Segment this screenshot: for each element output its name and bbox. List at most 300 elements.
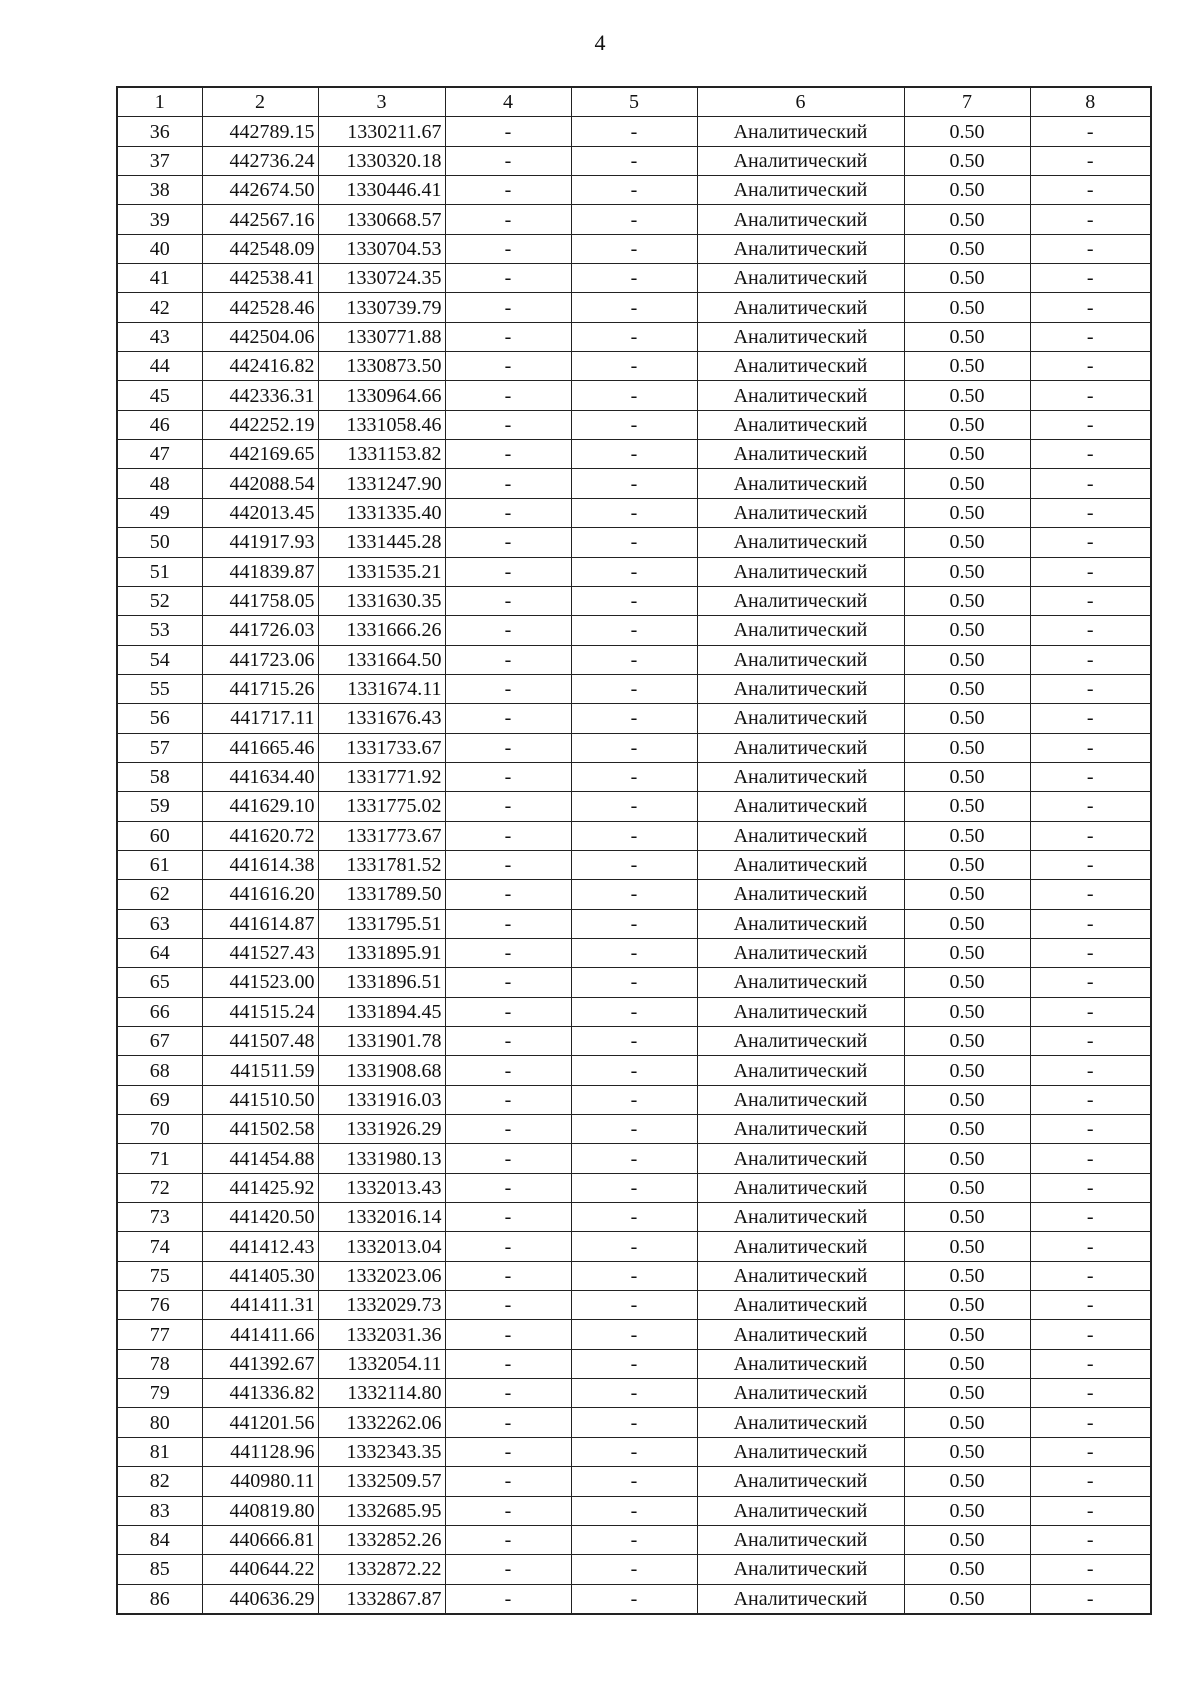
table-row [117, 645, 1151, 674]
col8-cell: - [1030, 410, 1151, 439]
col8-cell: - [1030, 1291, 1151, 1320]
col5-cell: - [571, 1437, 697, 1466]
table-row [117, 1203, 1151, 1232]
point-number-cell: 63 [117, 909, 202, 938]
x-coordinate-cell: 441454.88 [202, 1144, 318, 1173]
col8-cell: - [1030, 234, 1151, 263]
method-cell: Аналитический [697, 469, 904, 498]
table-row [117, 1173, 1151, 1202]
accuracy-cell: 0.50 [904, 1115, 1030, 1144]
col8-cell: - [1030, 498, 1151, 527]
table-row [117, 528, 1151, 557]
table-row [117, 1467, 1151, 1496]
col5-cell: - [571, 205, 697, 234]
col4-cell: - [445, 792, 571, 821]
table-row [117, 616, 1151, 645]
y-coordinate-cell: 1332509.57 [318, 1467, 445, 1496]
col4-cell: - [445, 938, 571, 967]
y-coordinate-cell: 1332013.04 [318, 1232, 445, 1261]
table-body [117, 117, 1151, 1614]
x-coordinate-cell: 441412.43 [202, 1232, 318, 1261]
table-row [117, 762, 1151, 791]
col4-cell: - [445, 498, 571, 527]
table-row [117, 1408, 1151, 1437]
col4-cell: - [445, 616, 571, 645]
x-coordinate-cell: 441614.38 [202, 850, 318, 879]
col4-cell: - [445, 1261, 571, 1290]
accuracy-cell: 0.50 [904, 968, 1030, 997]
y-coordinate-cell: 1330446.41 [318, 176, 445, 205]
method-cell: Аналитический [697, 1232, 904, 1261]
accuracy-cell: 0.50 [904, 1555, 1030, 1584]
table-row [117, 469, 1151, 498]
col5-cell: - [571, 762, 697, 791]
x-coordinate-cell: 441420.50 [202, 1203, 318, 1232]
table-row [117, 498, 1151, 527]
accuracy-cell: 0.50 [904, 176, 1030, 205]
col4-cell: - [445, 762, 571, 791]
accuracy-cell: 0.50 [904, 410, 1030, 439]
x-coordinate-cell: 441502.58 [202, 1115, 318, 1144]
table-row [117, 1232, 1151, 1261]
col8-cell: - [1030, 205, 1151, 234]
col8-cell: - [1030, 469, 1151, 498]
col4-cell: - [445, 997, 571, 1026]
table-row [117, 322, 1151, 351]
point-number-cell: 44 [117, 352, 202, 381]
col8-cell: - [1030, 528, 1151, 557]
method-cell: Аналитический [697, 176, 904, 205]
x-coordinate-cell: 442504.06 [202, 322, 318, 351]
col4-cell: - [445, 1379, 571, 1408]
method-cell: Аналитический [697, 1144, 904, 1173]
col5-cell: - [571, 733, 697, 762]
method-cell: Аналитический [697, 1584, 904, 1614]
x-coordinate-cell: 442674.50 [202, 176, 318, 205]
col4-cell: - [445, 968, 571, 997]
method-cell: Аналитический [697, 997, 904, 1026]
col8-cell: - [1030, 1584, 1151, 1614]
y-coordinate-cell: 1330873.50 [318, 352, 445, 381]
col8-cell: - [1030, 1261, 1151, 1290]
col8-cell: - [1030, 1203, 1151, 1232]
col4-cell: - [445, 1437, 571, 1466]
col5-cell: - [571, 1144, 697, 1173]
point-number-cell: 61 [117, 850, 202, 879]
col4-cell: - [445, 410, 571, 439]
method-cell: Аналитический [697, 880, 904, 909]
col4-cell: - [445, 469, 571, 498]
col8-cell: - [1030, 1144, 1151, 1173]
point-number-cell: 51 [117, 557, 202, 586]
y-coordinate-cell: 1331666.26 [318, 616, 445, 645]
x-coordinate-cell: 441634.40 [202, 762, 318, 791]
column-header-8: 8 [1030, 87, 1151, 117]
col5-cell: - [571, 1056, 697, 1085]
accuracy-cell: 0.50 [904, 1584, 1030, 1614]
col5-cell: - [571, 1496, 697, 1525]
point-number-cell: 65 [117, 968, 202, 997]
col8-cell: - [1030, 1437, 1151, 1466]
col4-cell: - [445, 1320, 571, 1349]
x-coordinate-cell: 441614.87 [202, 909, 318, 938]
method-cell: Аналитический [697, 850, 904, 879]
table-row [117, 1584, 1151, 1614]
accuracy-cell: 0.50 [904, 880, 1030, 909]
x-coordinate-cell: 441411.66 [202, 1320, 318, 1349]
col4-cell: - [445, 117, 571, 146]
col4-cell: - [445, 146, 571, 175]
col5-cell: - [571, 792, 697, 821]
x-coordinate-cell: 441715.26 [202, 674, 318, 703]
col4-cell: - [445, 264, 571, 293]
accuracy-cell: 0.50 [904, 293, 1030, 322]
method-cell: Аналитический [697, 968, 904, 997]
method-cell: Аналитический [697, 1291, 904, 1320]
accuracy-cell: 0.50 [904, 1027, 1030, 1056]
accuracy-cell: 0.50 [904, 469, 1030, 498]
x-coordinate-cell: 440980.11 [202, 1467, 318, 1496]
col5-cell: - [571, 850, 697, 879]
accuracy-cell: 0.50 [904, 1203, 1030, 1232]
x-coordinate-cell: 441723.06 [202, 645, 318, 674]
y-coordinate-cell: 1331896.51 [318, 968, 445, 997]
x-coordinate-cell: 442736.24 [202, 146, 318, 175]
y-coordinate-cell: 1331630.35 [318, 586, 445, 615]
col5-cell: - [571, 968, 697, 997]
accuracy-cell: 0.50 [904, 234, 1030, 263]
header-row [117, 87, 1151, 117]
x-coordinate-cell: 442567.16 [202, 205, 318, 234]
y-coordinate-cell: 1331771.92 [318, 762, 445, 791]
col4-cell: - [445, 381, 571, 410]
coordinates-table [116, 86, 1152, 1615]
method-cell: Аналитический [697, 381, 904, 410]
col8-cell: - [1030, 322, 1151, 351]
col8-cell: - [1030, 850, 1151, 879]
accuracy-cell: 0.50 [904, 1349, 1030, 1378]
col4-cell: - [445, 322, 571, 351]
col8-cell: - [1030, 997, 1151, 1026]
accuracy-cell: 0.50 [904, 674, 1030, 703]
table-row [117, 733, 1151, 762]
method-cell: Аналитический [697, 792, 904, 821]
accuracy-cell: 0.50 [904, 762, 1030, 791]
col8-cell: - [1030, 1555, 1151, 1584]
method-cell: Аналитический [697, 557, 904, 586]
table-row [117, 146, 1151, 175]
x-coordinate-cell: 441201.56 [202, 1408, 318, 1437]
col4-cell: - [445, 1144, 571, 1173]
y-coordinate-cell: 1331773.67 [318, 821, 445, 850]
point-number-cell: 47 [117, 440, 202, 469]
point-number-cell: 76 [117, 1291, 202, 1320]
x-coordinate-cell: 442336.31 [202, 381, 318, 410]
y-coordinate-cell: 1332054.11 [318, 1349, 445, 1378]
y-coordinate-cell: 1331789.50 [318, 880, 445, 909]
y-coordinate-cell: 1332343.35 [318, 1437, 445, 1466]
accuracy-cell: 0.50 [904, 1144, 1030, 1173]
point-number-cell: 66 [117, 997, 202, 1026]
method-cell: Аналитический [697, 938, 904, 967]
x-coordinate-cell: 441527.43 [202, 938, 318, 967]
col8-cell: - [1030, 176, 1151, 205]
x-coordinate-cell: 441405.30 [202, 1261, 318, 1290]
y-coordinate-cell: 1332685.95 [318, 1496, 445, 1525]
point-number-cell: 60 [117, 821, 202, 850]
method-cell: Аналитический [697, 293, 904, 322]
point-number-cell: 58 [117, 762, 202, 791]
col5-cell: - [571, 528, 697, 557]
col8-cell: - [1030, 1085, 1151, 1114]
accuracy-cell: 0.50 [904, 1320, 1030, 1349]
table-row [117, 704, 1151, 733]
point-number-cell: 84 [117, 1525, 202, 1554]
col5-cell: - [571, 264, 697, 293]
y-coordinate-cell: 1332872.22 [318, 1555, 445, 1584]
table-row [117, 381, 1151, 410]
table-row [117, 997, 1151, 1026]
column-header-3: 3 [318, 87, 445, 117]
point-number-cell: 78 [117, 1349, 202, 1378]
col5-cell: - [571, 117, 697, 146]
col8-cell: - [1030, 586, 1151, 615]
col5-cell: - [571, 645, 697, 674]
col5-cell: - [571, 146, 697, 175]
method-cell: Аналитический [697, 1115, 904, 1144]
col5-cell: - [571, 410, 697, 439]
method-cell: Аналитический [697, 1027, 904, 1056]
accuracy-cell: 0.50 [904, 733, 1030, 762]
col8-cell: - [1030, 1115, 1151, 1144]
table-row [117, 205, 1151, 234]
col4-cell: - [445, 293, 571, 322]
table-row [117, 1379, 1151, 1408]
point-number-cell: 39 [117, 205, 202, 234]
y-coordinate-cell: 1332114.80 [318, 1379, 445, 1408]
col8-cell: - [1030, 1232, 1151, 1261]
x-coordinate-cell: 441839.87 [202, 557, 318, 586]
accuracy-cell: 0.50 [904, 1437, 1030, 1466]
col5-cell: - [571, 1555, 697, 1584]
col4-cell: - [445, 352, 571, 381]
col8-cell: - [1030, 1379, 1151, 1408]
method-cell: Аналитический [697, 733, 904, 762]
accuracy-cell: 0.50 [904, 1467, 1030, 1496]
col5-cell: - [571, 880, 697, 909]
table-row [117, 821, 1151, 850]
method-cell: Аналитический [697, 1056, 904, 1085]
method-cell: Аналитический [697, 1203, 904, 1232]
y-coordinate-cell: 1331908.68 [318, 1056, 445, 1085]
method-cell: Аналитический [697, 821, 904, 850]
y-coordinate-cell: 1332867.87 [318, 1584, 445, 1614]
method-cell: Аналитический [697, 1261, 904, 1290]
table-row [117, 440, 1151, 469]
accuracy-cell: 0.50 [904, 792, 1030, 821]
point-number-cell: 70 [117, 1115, 202, 1144]
y-coordinate-cell: 1332031.36 [318, 1320, 445, 1349]
col8-cell: - [1030, 1496, 1151, 1525]
method-cell: Аналитический [697, 704, 904, 733]
col4-cell: - [445, 733, 571, 762]
accuracy-cell: 0.50 [904, 322, 1030, 351]
point-number-cell: 41 [117, 264, 202, 293]
point-number-cell: 56 [117, 704, 202, 733]
y-coordinate-cell: 1332023.06 [318, 1261, 445, 1290]
y-coordinate-cell: 1331445.28 [318, 528, 445, 557]
method-cell: Аналитический [697, 586, 904, 615]
accuracy-cell: 0.50 [904, 352, 1030, 381]
col5-cell: - [571, 293, 697, 322]
accuracy-cell: 0.50 [904, 205, 1030, 234]
y-coordinate-cell: 1331733.67 [318, 733, 445, 762]
y-coordinate-cell: 1331781.52 [318, 850, 445, 879]
point-number-cell: 37 [117, 146, 202, 175]
accuracy-cell: 0.50 [904, 997, 1030, 1026]
point-number-cell: 68 [117, 1056, 202, 1085]
method-cell: Аналитический [697, 205, 904, 234]
col5-cell: - [571, 586, 697, 615]
col8-cell: - [1030, 1349, 1151, 1378]
point-number-cell: 48 [117, 469, 202, 498]
table-row [117, 1320, 1151, 1349]
point-number-cell: 45 [117, 381, 202, 410]
table-row [117, 1349, 1151, 1378]
y-coordinate-cell: 1330668.57 [318, 205, 445, 234]
col8-cell: - [1030, 616, 1151, 645]
x-coordinate-cell: 441620.72 [202, 821, 318, 850]
accuracy-cell: 0.50 [904, 1085, 1030, 1114]
column-header-1: 1 [117, 87, 202, 117]
method-cell: Аналитический [697, 1408, 904, 1437]
method-cell: Аналитический [697, 1496, 904, 1525]
x-coordinate-cell: 442789.15 [202, 117, 318, 146]
accuracy-cell: 0.50 [904, 645, 1030, 674]
accuracy-cell: 0.50 [904, 1525, 1030, 1554]
col4-cell: - [445, 176, 571, 205]
method-cell: Аналитический [697, 117, 904, 146]
table-row [117, 1261, 1151, 1290]
method-cell: Аналитический [697, 1379, 904, 1408]
y-coordinate-cell: 1330320.18 [318, 146, 445, 175]
method-cell: Аналитический [697, 909, 904, 938]
col8-cell: - [1030, 792, 1151, 821]
col5-cell: - [571, 938, 697, 967]
col8-cell: - [1030, 674, 1151, 703]
column-header-7: 7 [904, 87, 1030, 117]
method-cell: Аналитический [697, 440, 904, 469]
page-number: 4 [594, 30, 606, 55]
x-coordinate-cell: 442013.45 [202, 498, 318, 527]
accuracy-cell: 0.50 [904, 821, 1030, 850]
point-number-cell: 72 [117, 1173, 202, 1202]
point-number-cell: 80 [117, 1408, 202, 1437]
col5-cell: - [571, 498, 697, 527]
x-coordinate-cell: 442169.65 [202, 440, 318, 469]
accuracy-cell: 0.50 [904, 557, 1030, 586]
x-coordinate-cell: 442548.09 [202, 234, 318, 263]
point-number-cell: 73 [117, 1203, 202, 1232]
col8-cell: - [1030, 440, 1151, 469]
col4-cell: - [445, 1467, 571, 1496]
table-row [117, 909, 1151, 938]
accuracy-cell: 0.50 [904, 1173, 1030, 1202]
col8-cell: - [1030, 821, 1151, 850]
x-coordinate-cell: 442528.46 [202, 293, 318, 322]
method-cell: Аналитический [697, 645, 904, 674]
col5-cell: - [571, 616, 697, 645]
method-cell: Аналитический [697, 264, 904, 293]
col5-cell: - [571, 1467, 697, 1496]
table-row [117, 968, 1151, 997]
point-number-cell: 79 [117, 1379, 202, 1408]
x-coordinate-cell: 441726.03 [202, 616, 318, 645]
col4-cell: - [445, 1232, 571, 1261]
y-coordinate-cell: 1332262.06 [318, 1408, 445, 1437]
col4-cell: - [445, 557, 571, 586]
accuracy-cell: 0.50 [904, 1261, 1030, 1290]
col4-cell: - [445, 1525, 571, 1554]
table-row [117, 352, 1151, 381]
col5-cell: - [571, 322, 697, 351]
col8-cell: - [1030, 293, 1151, 322]
x-coordinate-cell: 441507.48 [202, 1027, 318, 1056]
col4-cell: - [445, 1349, 571, 1378]
table-row [117, 557, 1151, 586]
point-number-cell: 50 [117, 528, 202, 557]
y-coordinate-cell: 1331247.90 [318, 469, 445, 498]
method-cell: Аналитический [697, 322, 904, 351]
table-row [117, 1555, 1151, 1584]
table-row [117, 792, 1151, 821]
col5-cell: - [571, 1115, 697, 1144]
table-row [117, 938, 1151, 967]
table-row [117, 264, 1151, 293]
col8-cell: - [1030, 880, 1151, 909]
y-coordinate-cell: 1331674.11 [318, 674, 445, 703]
col4-cell: - [445, 1555, 571, 1584]
point-number-cell: 52 [117, 586, 202, 615]
col4-cell: - [445, 1408, 571, 1437]
table-row [117, 1115, 1151, 1144]
col8-cell: - [1030, 117, 1151, 146]
col5-cell: - [571, 440, 697, 469]
x-coordinate-cell: 440666.81 [202, 1525, 318, 1554]
table-row [117, 293, 1151, 322]
x-coordinate-cell: 441336.82 [202, 1379, 318, 1408]
point-number-cell: 67 [117, 1027, 202, 1056]
point-number-cell: 55 [117, 674, 202, 703]
col5-cell: - [571, 1584, 697, 1614]
col5-cell: - [571, 909, 697, 938]
accuracy-cell: 0.50 [904, 616, 1030, 645]
col4-cell: - [445, 909, 571, 938]
x-coordinate-cell: 441510.50 [202, 1085, 318, 1114]
x-coordinate-cell: 442252.19 [202, 410, 318, 439]
col5-cell: - [571, 469, 697, 498]
point-number-cell: 86 [117, 1584, 202, 1614]
y-coordinate-cell: 1331980.13 [318, 1144, 445, 1173]
method-cell: Аналитический [697, 498, 904, 527]
accuracy-cell: 0.50 [904, 1056, 1030, 1085]
col8-cell: - [1030, 1408, 1151, 1437]
col5-cell: - [571, 352, 697, 381]
method-cell: Аналитический [697, 1320, 904, 1349]
table-header [117, 87, 1151, 117]
col8-cell: - [1030, 557, 1151, 586]
accuracy-cell: 0.50 [904, 1496, 1030, 1525]
